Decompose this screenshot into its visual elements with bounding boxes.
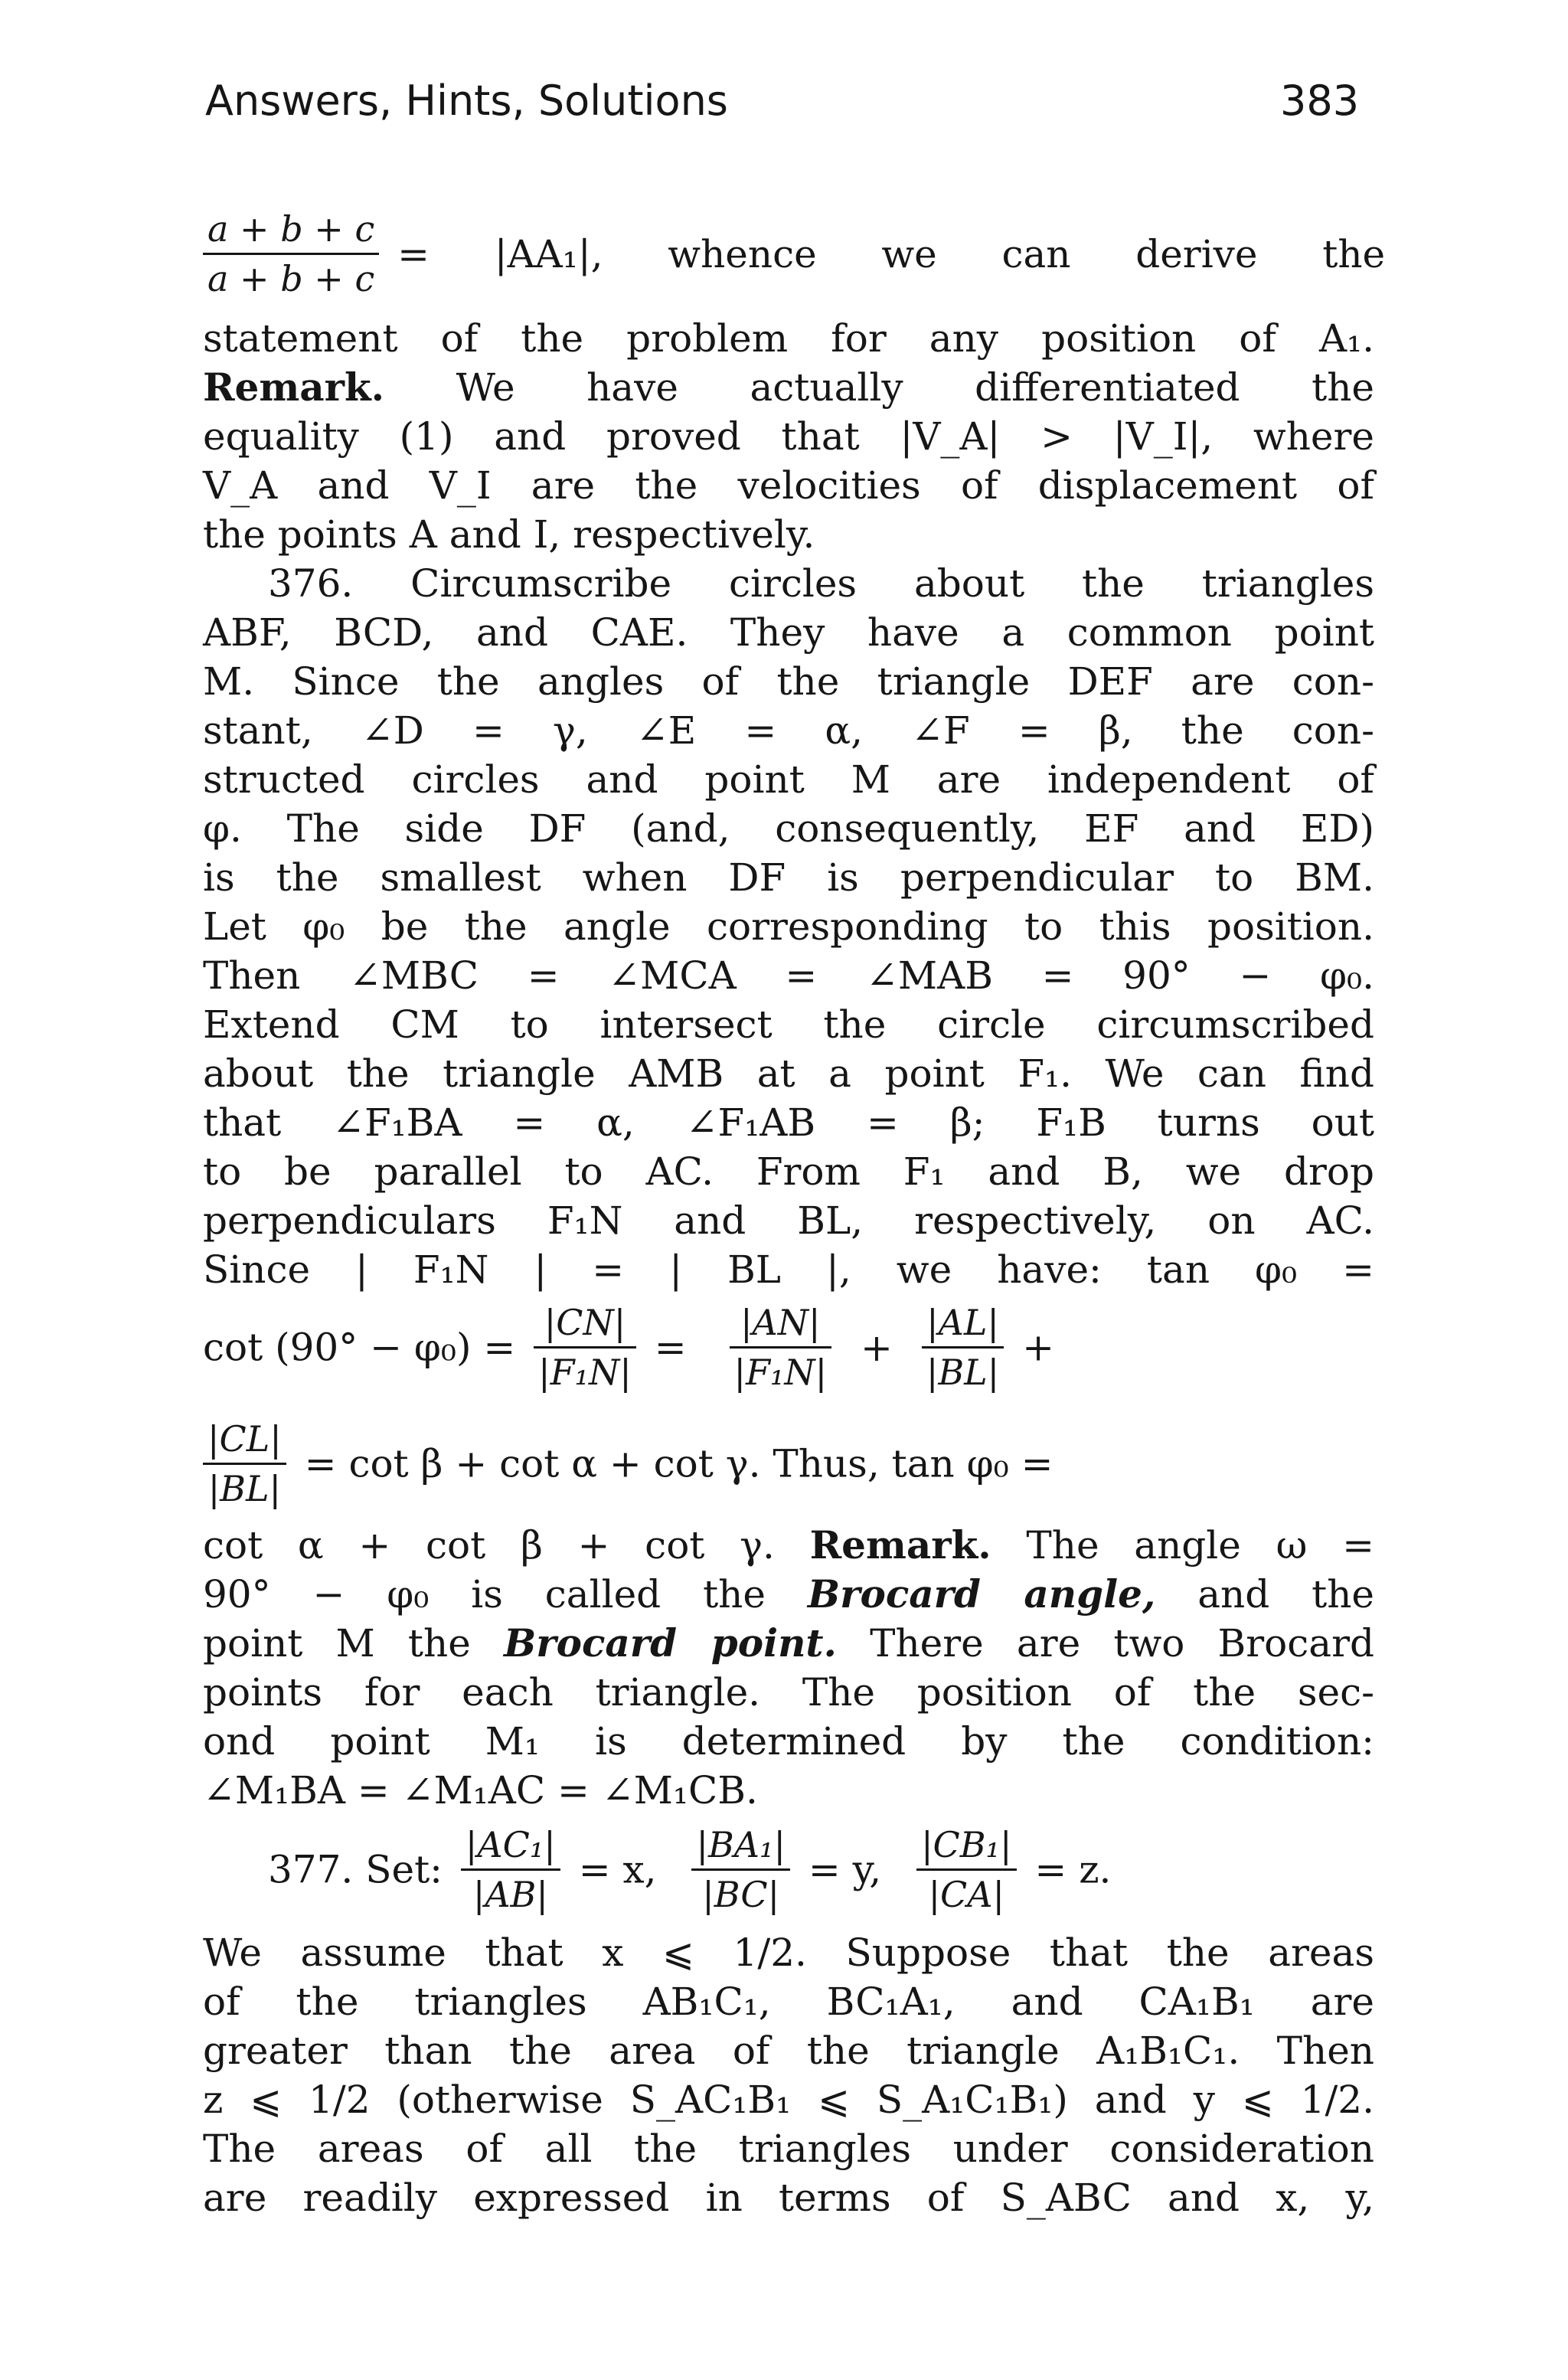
fraction-numerator: |BA₁| bbox=[691, 1824, 789, 1871]
text-line-12: φ. The side DF (and, consequently, EF and ED) bbox=[203, 806, 1374, 851]
fraction-numerator: |AC₁| bbox=[461, 1824, 560, 1871]
text-line-16: Extend CM to intersect the circle circumscribed bbox=[203, 1002, 1374, 1047]
equals-z: = z. bbox=[1034, 1847, 1112, 1892]
fraction-an-f1n bbox=[730, 1302, 832, 1393]
text-line-24 bbox=[203, 1521, 1374, 1570]
line-26-text-b: There are two Brocard bbox=[870, 1621, 1374, 1666]
text-line-9: M. Since the angles of the triangle DEF are con- bbox=[203, 659, 1374, 704]
text-line-32: of the triangles AB₁C₁, BC₁A₁, and CA₁B₁ are bbox=[203, 1980, 1374, 2024]
text-line-19: to be parallel to AC. From F₁ and B, we drop bbox=[203, 1149, 1374, 1194]
brocard-angle-term: Brocard angle, bbox=[807, 1571, 1156, 1617]
running-title: Answers, Hints, Solutions bbox=[205, 77, 728, 125]
line-24-text-a: cot α + cot β + cot γ. bbox=[203, 1523, 775, 1568]
text-line-25 bbox=[203, 1570, 1374, 1619]
line-26-text-a: point M the bbox=[203, 1621, 471, 1666]
cot-sum-line bbox=[203, 1418, 1374, 1509]
fraction-denominator: |BC| bbox=[702, 1874, 780, 1915]
line-3-text: We have actually differentiated the bbox=[456, 365, 1374, 410]
text-line-6: the points A and I, respectively. bbox=[203, 512, 815, 557]
fraction-denominator: |BL| bbox=[926, 1352, 1000, 1393]
cot-sum-text: = cot β + cot α + cot γ. Thus, tan φ₀ = bbox=[304, 1441, 1054, 1486]
text-line-18: that ∠F₁BA = α, ∠F₁AB = β; F₁B turns out bbox=[203, 1100, 1374, 1145]
plus-sign: + bbox=[1022, 1325, 1054, 1370]
text-line-20: perpendiculars F₁N and BL, respectively, on AC. bbox=[203, 1198, 1374, 1243]
fraction-denominator: |BL| bbox=[207, 1468, 282, 1509]
text-line-27: points for each triangle. The position of the sec- bbox=[203, 1670, 1374, 1715]
equals-y: = y, bbox=[808, 1847, 882, 1892]
fraction-denominator: a + b + c bbox=[207, 258, 375, 299]
cot-equation-prefix: cot (90° − φ₀) = bbox=[203, 1325, 516, 1370]
text-line-14: Let φ₀ be the angle corresponding to this position. bbox=[203, 904, 1374, 949]
text-line-5: V_A and V_I are the velocities of displacement of bbox=[203, 463, 1374, 508]
remark-label: Remark. bbox=[203, 365, 385, 410]
line-25-text-a: 90° − φ₀ is called the bbox=[203, 1572, 766, 1617]
fraction-al-bl bbox=[922, 1302, 1004, 1393]
text-line-31: We assume that x ⩽ 1/2. Suppose that the areas bbox=[203, 1930, 1374, 1975]
text-line-17: about the triangle AMB at a point F₁. We can find bbox=[203, 1051, 1374, 1096]
text-line-29: ∠M₁BA = ∠M₁AC = ∠M₁CB. bbox=[203, 1768, 758, 1813]
fraction-ac1-ab bbox=[461, 1824, 560, 1915]
equals-sign: = bbox=[654, 1325, 687, 1370]
fraction-abc bbox=[203, 208, 379, 299]
fraction-denominator: |F₁N| bbox=[538, 1352, 632, 1393]
problem-376-start: 376. Circumscribe circles about the triangles bbox=[268, 561, 1374, 606]
text-line-28: ond point M₁ is determined by the condition: bbox=[203, 1719, 1374, 1764]
text-line-10: stant, ∠D = γ, ∠E = α, ∠F = β, the con- bbox=[203, 708, 1374, 753]
text-line-26 bbox=[203, 1619, 1374, 1668]
fraction-numerator: |CL| bbox=[203, 1418, 286, 1465]
problem-377-start bbox=[268, 1824, 1439, 1915]
fraction-cb1-ca bbox=[916, 1824, 1016, 1915]
equals-x: = x, bbox=[578, 1847, 657, 1892]
remark-label: Remark. bbox=[809, 1522, 991, 1568]
text-line-11: structed circles and point M are independent of bbox=[203, 757, 1374, 802]
fraction-denominator: |CA| bbox=[928, 1874, 1004, 1915]
text-line-21: Since | F₁N | = | BL |, we have: tan φ₀ = bbox=[203, 1247, 1374, 1292]
fraction-numerator: |CN| bbox=[534, 1302, 636, 1349]
text-line-3 bbox=[203, 363, 1374, 412]
cot-equation-line bbox=[203, 1302, 1374, 1393]
set-label: 377. Set: bbox=[268, 1847, 443, 1892]
fraction-cl-bl bbox=[203, 1418, 286, 1509]
line-25-text-b: and the bbox=[1197, 1572, 1375, 1617]
page-number: 383 bbox=[1280, 77, 1360, 125]
fraction-numerator: |AL| bbox=[922, 1302, 1004, 1349]
text-line-13: is the smallest when DF is perpendicular to BM. bbox=[203, 855, 1374, 900]
plus-sign: + bbox=[861, 1325, 893, 1370]
text-line-34: z ⩽ 1/2 (otherwise S_AC₁B₁ ⩽ S_A₁C₁B₁) and y ⩽ 1/2. bbox=[203, 2078, 1374, 2122]
text-line-8: ABF, BCD, and CAE. They have a common point bbox=[203, 610, 1374, 655]
fraction-numerator: a + b + c bbox=[203, 208, 379, 255]
brocard-point-term: Brocard point. bbox=[503, 1620, 837, 1666]
fraction-numerator: |CB₁| bbox=[916, 1824, 1016, 1871]
fraction-numerator: |AN| bbox=[730, 1302, 832, 1349]
text-line-2: statement of the problem for any position of A₁. bbox=[203, 316, 1374, 361]
fraction-ba1-bc bbox=[691, 1824, 789, 1915]
text-line-33: greater than the area of the triangle A₁B₁C₁. Then bbox=[203, 2029, 1374, 2073]
text-line-35: The areas of all the triangles under consideration bbox=[203, 2127, 1374, 2171]
fraction-denominator: |AB| bbox=[472, 1874, 548, 1915]
text-line-1 bbox=[203, 208, 1386, 299]
text-line-15: Then ∠MBC = ∠MCA = ∠MAB = 90° − φ₀. bbox=[203, 953, 1374, 998]
line-24-text-b: The angle ω = bbox=[1026, 1523, 1374, 1568]
text-line-4: equality (1) and proved that |V_A| > |V_I|, where bbox=[203, 414, 1374, 459]
fraction-cn-f1n bbox=[534, 1302, 636, 1393]
text-line-36: are readily expressed in terms of S_ABC and x, y, bbox=[203, 2176, 1374, 2220]
fraction-denominator: |F₁N| bbox=[733, 1352, 828, 1393]
line-1-text: = |AA₁|, whence we can derive the bbox=[397, 231, 1386, 276]
